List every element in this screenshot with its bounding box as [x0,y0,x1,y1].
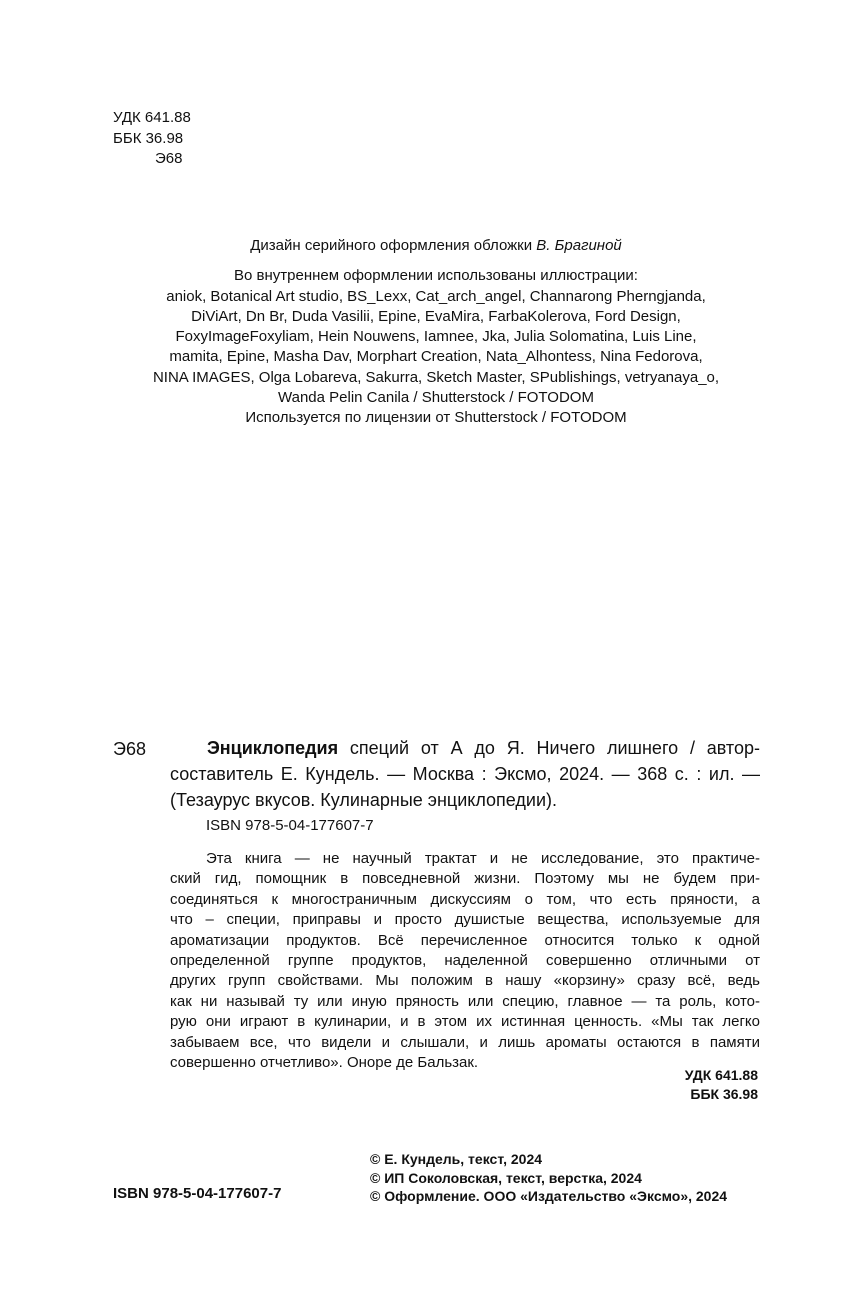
credits-line: mamita, Epine, Masha Dav, Morphart Creation, Nata_Alhontess, Nina Fedorova, [169,348,703,366]
copyright-line: © Оформление. ООО «Издательство «Эксмо», 2024 [370,1188,728,1205]
classification-block-bottom [685,1066,758,1104]
annotation-line: рую они играют в кулинарии, и в этом их истинная ценность. «Мы так легко [170,1013,760,1031]
udk-code: УДК 641.88 [113,109,191,126]
classification-block-top [113,108,191,170]
isbn-line: ISBN 978-5-04-177607-7 [206,817,374,834]
bbk-code: ББК 36.98 [113,129,184,147]
udk-code: УДК 641.88 [684,1067,758,1083]
book-title: Энциклопедия [207,738,339,758]
bibliographic-author-sign: Э68 [113,739,146,759]
annotation-line: соединяться к многостраничным дискуссиям о том, что есть пряности, а [170,890,760,908]
isbn-bottom: ISBN 978-5-04-177607-7 [113,1185,282,1202]
cover-designer-name: В. Брагиной [536,237,622,254]
cover-design-credit [100,236,772,256]
bbk-code: ББК 36.98 [690,1086,758,1102]
copyright-line: © ИП Соколовская, текст, верстка, 2024 [370,1169,642,1186]
credits-line: FoxyImageFoxyliam, Hein Nouwens, Iamnee, Jka, Julia Solomatina, Luis Line, [175,328,697,346]
copyright-block [370,1150,727,1206]
copyright-line: © Е. Кундель, текст, 2024 [370,1151,543,1167]
annotation-line: ароматизации продуктов. Всё перечисленное относится только к одной [170,931,760,949]
annotation-line: как ни называй ту или иную пряность или специю, главное — та роль, кото- [170,992,760,1010]
cover-design-label: Дизайн серийного оформления обложки [250,237,537,254]
bibliographic-description [170,735,760,813]
annotation-line: Эта книга — не научный трактат и не исследование, это практиче- [206,850,760,867]
annotation-line: что – специи, приправы и просто душистые вещества, используемые для [170,911,760,929]
annotation-line: определенной группе продуктов, наделенной совершенно отличными от [170,952,760,970]
credits-line: NINA IMAGES, Olga Lobareva, Sakurra, Sketch Master, SPublishings, vetryanaya_o, [152,368,720,386]
credits-line: Используется по лицензии от Shutterstock / FOTODOM [245,409,627,427]
credits-line: aniok, Botanical Art studio, BS_Lexx, Cat_arch_angel, Channarong Pherngjanda, [166,287,706,305]
annotation-line: совершенно отчетливо». Оноре де Бальзак. [170,1054,479,1072]
credits-line: Во внутреннем оформлении использованы иллюстрации: [234,267,638,285]
annotation-line: ский гид, помощник в повседневной жизни. Поэтому мы не будем при- [170,870,760,888]
annotation [170,849,760,1073]
author-sign: Э68 [155,150,183,167]
annotation-line: забываем все, что видели и слышали, и лишь ароматы остаются в памяти [170,1033,760,1051]
credits-line: DiViArt, Dn Br, Duda Vasilii, Epine, EvaMira, FarbaKolerova, Ford Design, [191,307,681,325]
illustration-credits [100,236,772,429]
credits-line: Wanda Pelin Canila / Shutterstock / FOTODOM [278,389,594,407]
annotation-line: других групп свойствами. Мы положим в нашу «корзину» сразу всё, ведь [170,972,760,990]
book-description: специй от А до Я. Ничего лишнего / автор-составитель Е. Кундель. — Москва : Эксмо, 2024. — 368 с. : ил. — (Тезаурус вкусов. Кулинарные энциклопедии). [170,738,760,810]
